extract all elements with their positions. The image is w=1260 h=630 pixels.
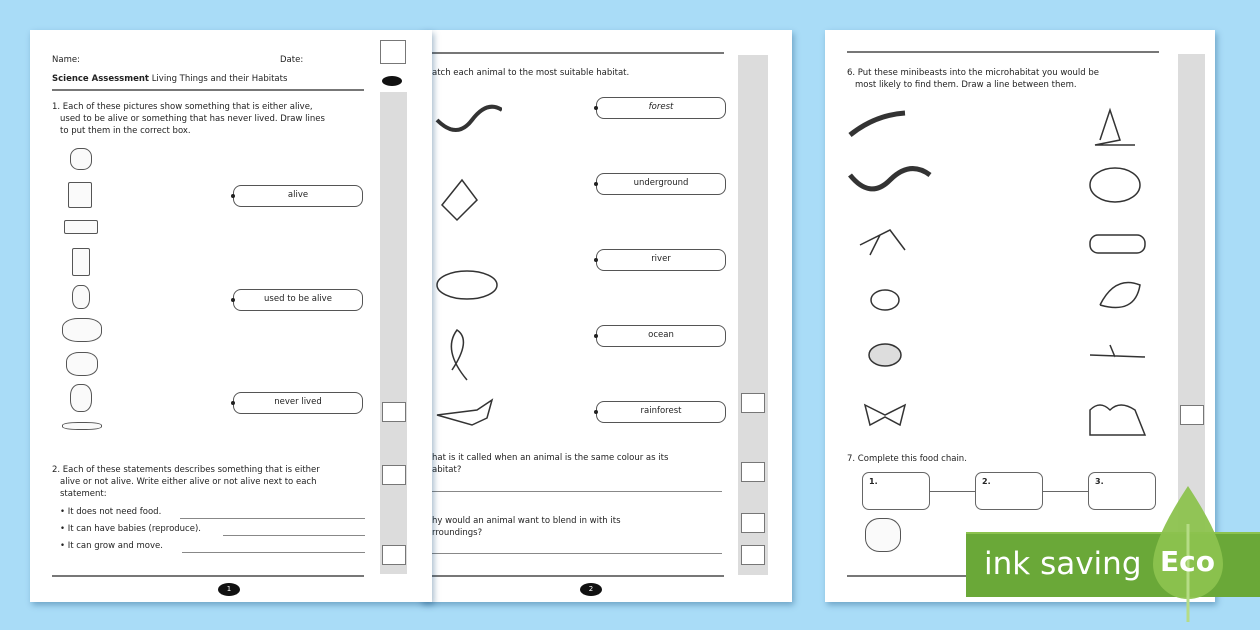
snake-icon <box>451 330 467 380</box>
question-2-cont: statement: <box>60 489 107 499</box>
habitat-box-rainforest[interactable]: rainforest <box>596 401 726 423</box>
statement-text: It can have babies (reproduce). <box>67 524 201 534</box>
divider <box>432 575 724 577</box>
worm-icon <box>850 169 930 189</box>
question-1: 1. Each of these pictures show something that is either alive, <box>52 102 313 112</box>
grasshopper-icon <box>860 230 905 255</box>
stone-icon <box>1090 168 1140 202</box>
question-2: 2. Each of these statements describes something that is either <box>52 465 320 475</box>
rocks-icon <box>62 318 102 342</box>
crocodile-icon <box>437 271 497 299</box>
question-camouflage: hat is it called when an animal is the same colour as its <box>432 453 669 463</box>
question-intro: atch each animal to the most suitable habitat. <box>432 68 630 78</box>
beetle-icon <box>871 290 899 310</box>
mark-strip <box>738 55 768 575</box>
fox-icon <box>865 518 901 552</box>
category-box-never-lived[interactable]: never lived <box>233 392 363 414</box>
total-mark-box[interactable] <box>380 40 406 64</box>
food-chain-box-2[interactable]: 2. <box>975 472 1043 510</box>
page-number: 2 <box>580 583 602 596</box>
shark-icon <box>437 400 492 425</box>
worm-icon <box>437 107 502 130</box>
habitat-box-ocean[interactable]: ocean <box>596 325 726 347</box>
mark-box[interactable] <box>1180 405 1204 425</box>
question-blend: hy would an animal want to blend in with its <box>432 516 621 526</box>
question-1-cont: to put them in the correct box. <box>60 126 191 136</box>
log-icon <box>1090 235 1145 253</box>
woodlouse-icon <box>869 344 901 366</box>
question-6: 6. Put these minibeasts into the microhabitat you would be <box>847 68 1099 78</box>
twig-icon <box>1090 345 1145 357</box>
leaves-icon <box>1100 283 1140 308</box>
mark-box[interactable] <box>741 545 765 565</box>
title-rest: Living Things and their Habitats <box>151 74 288 84</box>
mark-box[interactable] <box>382 465 406 485</box>
habitat-box-forest[interactable]: forest <box>596 97 726 119</box>
question-7: 7. Complete this food chain. <box>847 454 967 464</box>
caterpillar-icon <box>850 113 905 135</box>
statement-text: It does not need food. <box>67 507 162 517</box>
question-2-cont: alive or not alive. Write either alive or not alive next to each <box>60 477 317 487</box>
question-6-cont: most likely to find them. Draw a line between them. <box>855 80 1077 90</box>
title-bold: Science Assessment <box>52 74 149 84</box>
spoon-icon <box>62 422 102 430</box>
minibeast-pictures <box>845 105 1165 445</box>
food-chain-box-3[interactable]: 3. <box>1088 472 1156 510</box>
divider <box>52 575 364 577</box>
worksheet-title <box>52 73 287 85</box>
ink-saving-text: ink saving <box>984 546 1142 582</box>
date-label: Date: <box>280 55 304 65</box>
name-label: Name: <box>52 55 80 65</box>
butterfly-icon <box>865 405 905 425</box>
answer-line[interactable] <box>432 491 722 492</box>
question-1-cont: used to be alive or something that has never lived. Draw lines <box>60 114 325 124</box>
kangaroo-icon <box>442 180 477 220</box>
tree-icon <box>70 148 92 170</box>
answer-line[interactable] <box>180 518 365 519</box>
habitat-box-underground[interactable]: underground <box>596 173 726 195</box>
question-camouflage-cont: abitat? <box>432 465 462 475</box>
category-box-alive[interactable]: alive <box>233 185 363 207</box>
food-chain-box-1[interactable]: 1. <box>862 472 930 510</box>
mark-box[interactable] <box>741 462 765 482</box>
logo-icon <box>382 76 402 86</box>
mark-box[interactable] <box>382 545 406 565</box>
paper-icon <box>68 182 92 208</box>
worksheet-page-2 <box>420 30 792 602</box>
divider <box>432 52 724 54</box>
flowers-icon <box>1090 405 1145 435</box>
grass-icon <box>1095 110 1135 145</box>
cat-icon <box>66 352 98 376</box>
flower-icon <box>70 384 92 412</box>
statement-1: • It does not need food. <box>60 507 162 517</box>
bench-icon <box>64 220 98 234</box>
mark-box[interactable] <box>741 513 765 533</box>
animal-pictures <box>432 100 502 430</box>
answer-line[interactable] <box>223 535 365 536</box>
mark-box[interactable] <box>741 393 765 413</box>
cup-icon <box>72 248 90 276</box>
divider <box>847 51 1159 53</box>
mark-strip <box>380 92 407 574</box>
answer-line[interactable] <box>432 553 722 554</box>
plant-icon <box>72 285 90 309</box>
mark-box[interactable] <box>382 402 406 422</box>
divider <box>52 89 364 91</box>
eco-label: Eco <box>1160 545 1215 578</box>
worksheet-page-1 <box>30 30 432 602</box>
page-number: 1 <box>218 583 240 596</box>
statement-text: It can grow and move. <box>67 541 163 551</box>
statement-2: • It can have babies (reproduce). <box>60 524 201 534</box>
statement-3: • It can grow and move. <box>60 541 163 551</box>
question-blend-cont: rroundings? <box>432 528 483 538</box>
answer-line[interactable] <box>182 552 365 553</box>
category-box-used-to-be-alive[interactable]: used to be alive <box>233 289 363 311</box>
habitat-box-river[interactable]: river <box>596 249 726 271</box>
